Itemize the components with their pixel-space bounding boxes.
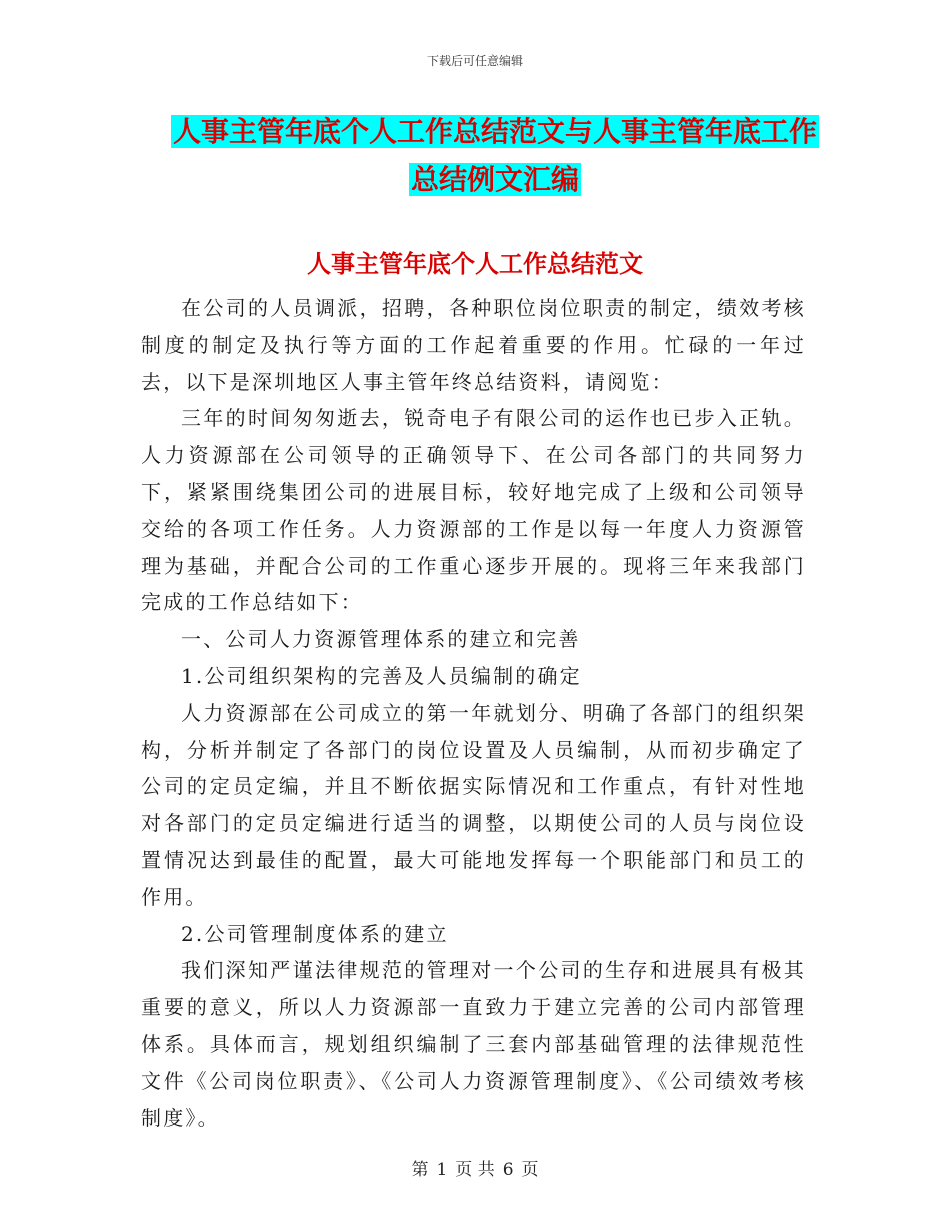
footer-page-number: 1 [436, 1160, 448, 1180]
heading-part-one: 一、公司人力资源管理体系的建立和完善 [181, 627, 581, 652]
paragraph-intro: 在公司的人员调派，招聘，各种职位岗位职责的制定，绩效考核制度的制定及执行等方面的工作起着重要的作用。忙碌的一年过去，以下是深圳地区人事主管年终总结资料，请阅览： [141, 296, 806, 394]
paragraph-overview: 三年的时间匆匆逝去，锐奇电子有限公司的运作也已步入正轨。人力资源部在公司领导的正确领导下、在公司各部门的共同努力下，紧紧围绕集团公司的进展目标，较好地完成了上级和公司领导交给的各项工作任务。人力资源部的工作是以每一年度人力资源管理为基础，并配合公司的工作重心逐步开展的。现将三年来我部门完成的工作总结如下： [141, 406, 806, 615]
heading-item-2: 2.公司管理制度体系的建立 [181, 921, 449, 946]
document-title-line1: 人事主管年底个人工作总结范文与人事主管年底工作 [172, 115, 817, 148]
footer-total-pages: 6 [502, 1160, 514, 1180]
page-footer [0, 1155, 950, 1180]
footer-prefix: 第 [411, 1160, 429, 1180]
paragraph-org-structure: 人力资源部在公司成立的第一年就划分、明确了各部门的组织架构，分析并制定了各部门的岗位设置及人员编制，从而初步确定了公司的定员定编，并且不断依据实际情况和工作重点，有针对性地对各部门的定员定编进行适当的调整，以期使公司的人员与岗位设置情况达到最佳的配置，最大可能地发挥每一个职能部门和员工的作用。 [141, 700, 806, 909]
footer-suffix: 页 [521, 1160, 539, 1180]
document-title [140, 108, 850, 204]
heading-item-1: 1.公司组织架构的完善及人员编制的确定 [181, 663, 582, 688]
paragraph-management-system: 我们深知严谨法律规范的管理对一个公司的生存和进展具有极其重要的意义，所以人力资源部一直致力于建立完善的公司内部管理体系。具体而言，规划组织编制了三套内部基础管理的法律规范性文件《公司岗位职责》、《公司人力资源管理制度》、《公司绩效考核制度》。 [141, 958, 806, 1130]
section-title: 人事主管年底个人工作总结范文 [307, 250, 643, 278]
document-title-line2: 总结例文汇编 [410, 163, 579, 196]
footer-middle: 页 共 [455, 1160, 495, 1180]
document-body [141, 290, 806, 1136]
header-note: 下载后可任意编辑 [426, 54, 523, 68]
